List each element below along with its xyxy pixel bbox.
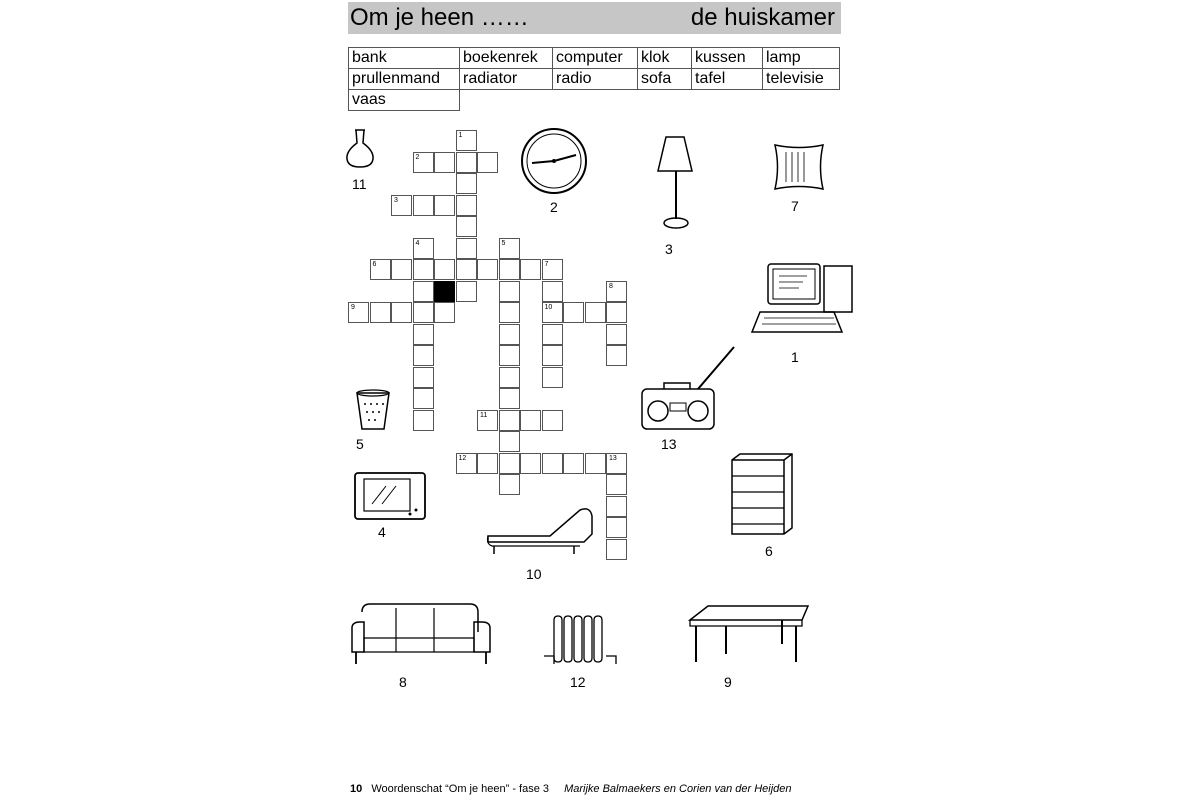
crossword-cell[interactable] [499,324,520,345]
crossword-clue-number: 9 [351,304,355,311]
crossword-cell[interactable] [413,238,434,259]
crossword-cell[interactable] [413,324,434,345]
crossword-cell[interactable] [606,345,627,366]
crossword-clue-number: 1 [458,132,463,139]
crossword-cell[interactable] [542,324,563,345]
crossword-cell[interactable] [413,152,434,173]
crossword-cell[interactable] [499,388,520,409]
word-bank-cell: klok [638,48,692,69]
crossword-cell[interactable] [434,259,455,280]
crossword-clue-number: 11 [480,411,488,419]
crossword-cell[interactable] [606,281,627,302]
crossword-cell[interactable] [542,259,563,280]
picture-number: 6 [765,543,773,559]
crossword-cell[interactable] [456,281,477,302]
crossword-black-cell [434,281,455,302]
crossword-cell[interactable] [520,410,541,431]
page-title: Om je heen …… [350,4,529,31]
word-bank-cell: vaas [349,90,460,111]
crossword-cell[interactable] [456,173,477,194]
table-icon [686,602,814,666]
crossword-cell[interactable] [434,302,455,323]
crossword-cell[interactable] [542,281,563,302]
crossword-cell[interactable] [563,302,584,323]
crossword-cell[interactable] [606,324,627,345]
crossword-clue-number: 7 [544,261,549,268]
crossword-cell[interactable] [499,431,520,452]
crossword-cell[interactable] [499,474,520,495]
crossword-cell[interactable] [348,302,369,323]
computer-icon [750,260,862,342]
picture-number: 9 [724,674,732,690]
sofa-icon [348,598,494,670]
crossword-cell[interactable] [456,216,477,237]
crossword-cell[interactable] [477,152,498,173]
picture-number: 13 [661,436,677,452]
picture-number: 10 [526,566,542,582]
crossword-clue-number: 8 [609,282,613,290]
footer-authors: Marijke Balmaekers en Corien van der Heijden [564,783,792,795]
crossword-clue-number: 3 [394,196,398,204]
page-subtitle: de huiskamer [690,4,835,31]
crossword-cell[interactable] [413,410,434,431]
crossword-cell[interactable] [434,195,455,216]
word-bank-cell: radiator [460,69,553,90]
word-bank-table [348,47,840,111]
crossword-cell[interactable] [391,302,412,323]
word-bank-row [349,90,840,111]
crossword-cell[interactable] [542,367,563,388]
vase-icon [340,127,380,172]
crossword-cell[interactable] [542,345,563,366]
footer-title: Woordenschat “Om je heen” - fase 3 [371,783,550,795]
crossword-cell[interactable] [413,195,434,216]
word-bank-cell: boekenrek [460,48,553,69]
crossword-clue-number: 4 [415,239,420,247]
crossword-clue-number: 5 [501,239,506,247]
cushion-icon [770,140,828,194]
crossword-cell[interactable] [413,281,434,302]
radio-icon [638,345,738,435]
crossword-cell[interactable] [606,539,627,560]
crossword-cell[interactable] [606,302,627,323]
word-bank-cell: prullenmand [349,69,460,90]
clock-icon [518,127,590,195]
word-bank-row [349,69,840,90]
crossword-cell[interactable] [606,496,627,517]
crossword-cell[interactable] [413,302,434,323]
picture-number: 12 [570,674,586,690]
word-bank-cell: lamp [763,48,840,69]
crossword-cell[interactable] [477,410,498,431]
chaise-longue-icon [484,500,594,564]
crossword-cell[interactable] [434,152,455,173]
picture-number: 2 [550,199,558,215]
crossword-cell[interactable] [456,152,477,173]
crossword-cell[interactable] [563,453,584,474]
crossword-cell[interactable] [499,259,520,280]
picture-number: 1 [791,349,799,365]
crossword-cell[interactable] [542,302,563,323]
radiator-icon [540,612,620,668]
picture-number: 7 [791,198,799,214]
word-bank-cell: sofa [638,69,692,90]
crossword-cell[interactable] [499,410,520,431]
word-bank-cell: televisie [763,69,840,90]
crossword-cell[interactable] [413,259,434,280]
crossword-clue-number: 10 [544,304,553,311]
picture-number: 4 [378,524,386,540]
crossword-cell[interactable] [391,195,412,216]
crossword-cell[interactable] [413,345,434,366]
television-icon [352,470,428,522]
crossword-cell[interactable] [499,281,520,302]
crossword-cell[interactable] [456,259,477,280]
crossword-cell[interactable] [499,345,520,366]
picture-number: 8 [399,674,407,690]
picture-number: 3 [665,241,673,257]
word-bank-cell: bank [349,48,460,69]
word-bank-row [349,48,840,69]
bookshelf-icon [726,450,798,536]
word-bank-cell: kussen [692,48,763,69]
crossword-clue-number: 6 [372,261,377,268]
crossword-cell[interactable] [499,302,520,323]
picture-number: 5 [356,436,364,452]
crossword-clue-number: 2 [415,153,420,161]
crossword-cell[interactable] [456,195,477,216]
crossword-cell[interactable] [370,302,391,323]
crossword-cell[interactable] [520,259,541,280]
word-bank-cell: tafel [692,69,763,90]
page-number: 10 [350,783,363,795]
crossword-clue-number: 13 [609,454,617,462]
crossword-cell[interactable] [585,453,606,474]
crossword-cell[interactable] [499,453,520,474]
crossword-cell[interactable] [456,453,477,474]
crossword-cell[interactable] [477,259,498,280]
crossword-cell[interactable] [585,302,606,323]
crossword-cell[interactable] [456,130,477,151]
lamp-icon [654,133,698,233]
footer [350,783,792,795]
crossword-cell[interactable] [520,453,541,474]
wastebasket-icon [352,388,394,434]
crossword-clue-number: 12 [458,454,467,462]
word-bank-cell: computer [553,48,638,69]
crossword-cell[interactable] [542,453,563,474]
crossword-cell[interactable] [456,238,477,259]
crossword-cell[interactable] [606,517,627,538]
crossword-cell[interactable] [413,388,434,409]
crossword-cell[interactable] [542,410,563,431]
crossword-cell[interactable] [370,259,391,280]
title-bar [348,2,841,34]
word-bank-cell: radio [553,69,638,90]
crossword-cell[interactable] [499,367,520,388]
crossword-cell[interactable] [413,367,434,388]
crossword-cell[interactable] [606,474,627,495]
crossword-cell[interactable] [391,259,412,280]
crossword-cell[interactable] [606,453,627,474]
crossword-cell[interactable] [499,238,520,259]
crossword-cell[interactable] [477,453,498,474]
picture-number: 11 [352,176,367,192]
